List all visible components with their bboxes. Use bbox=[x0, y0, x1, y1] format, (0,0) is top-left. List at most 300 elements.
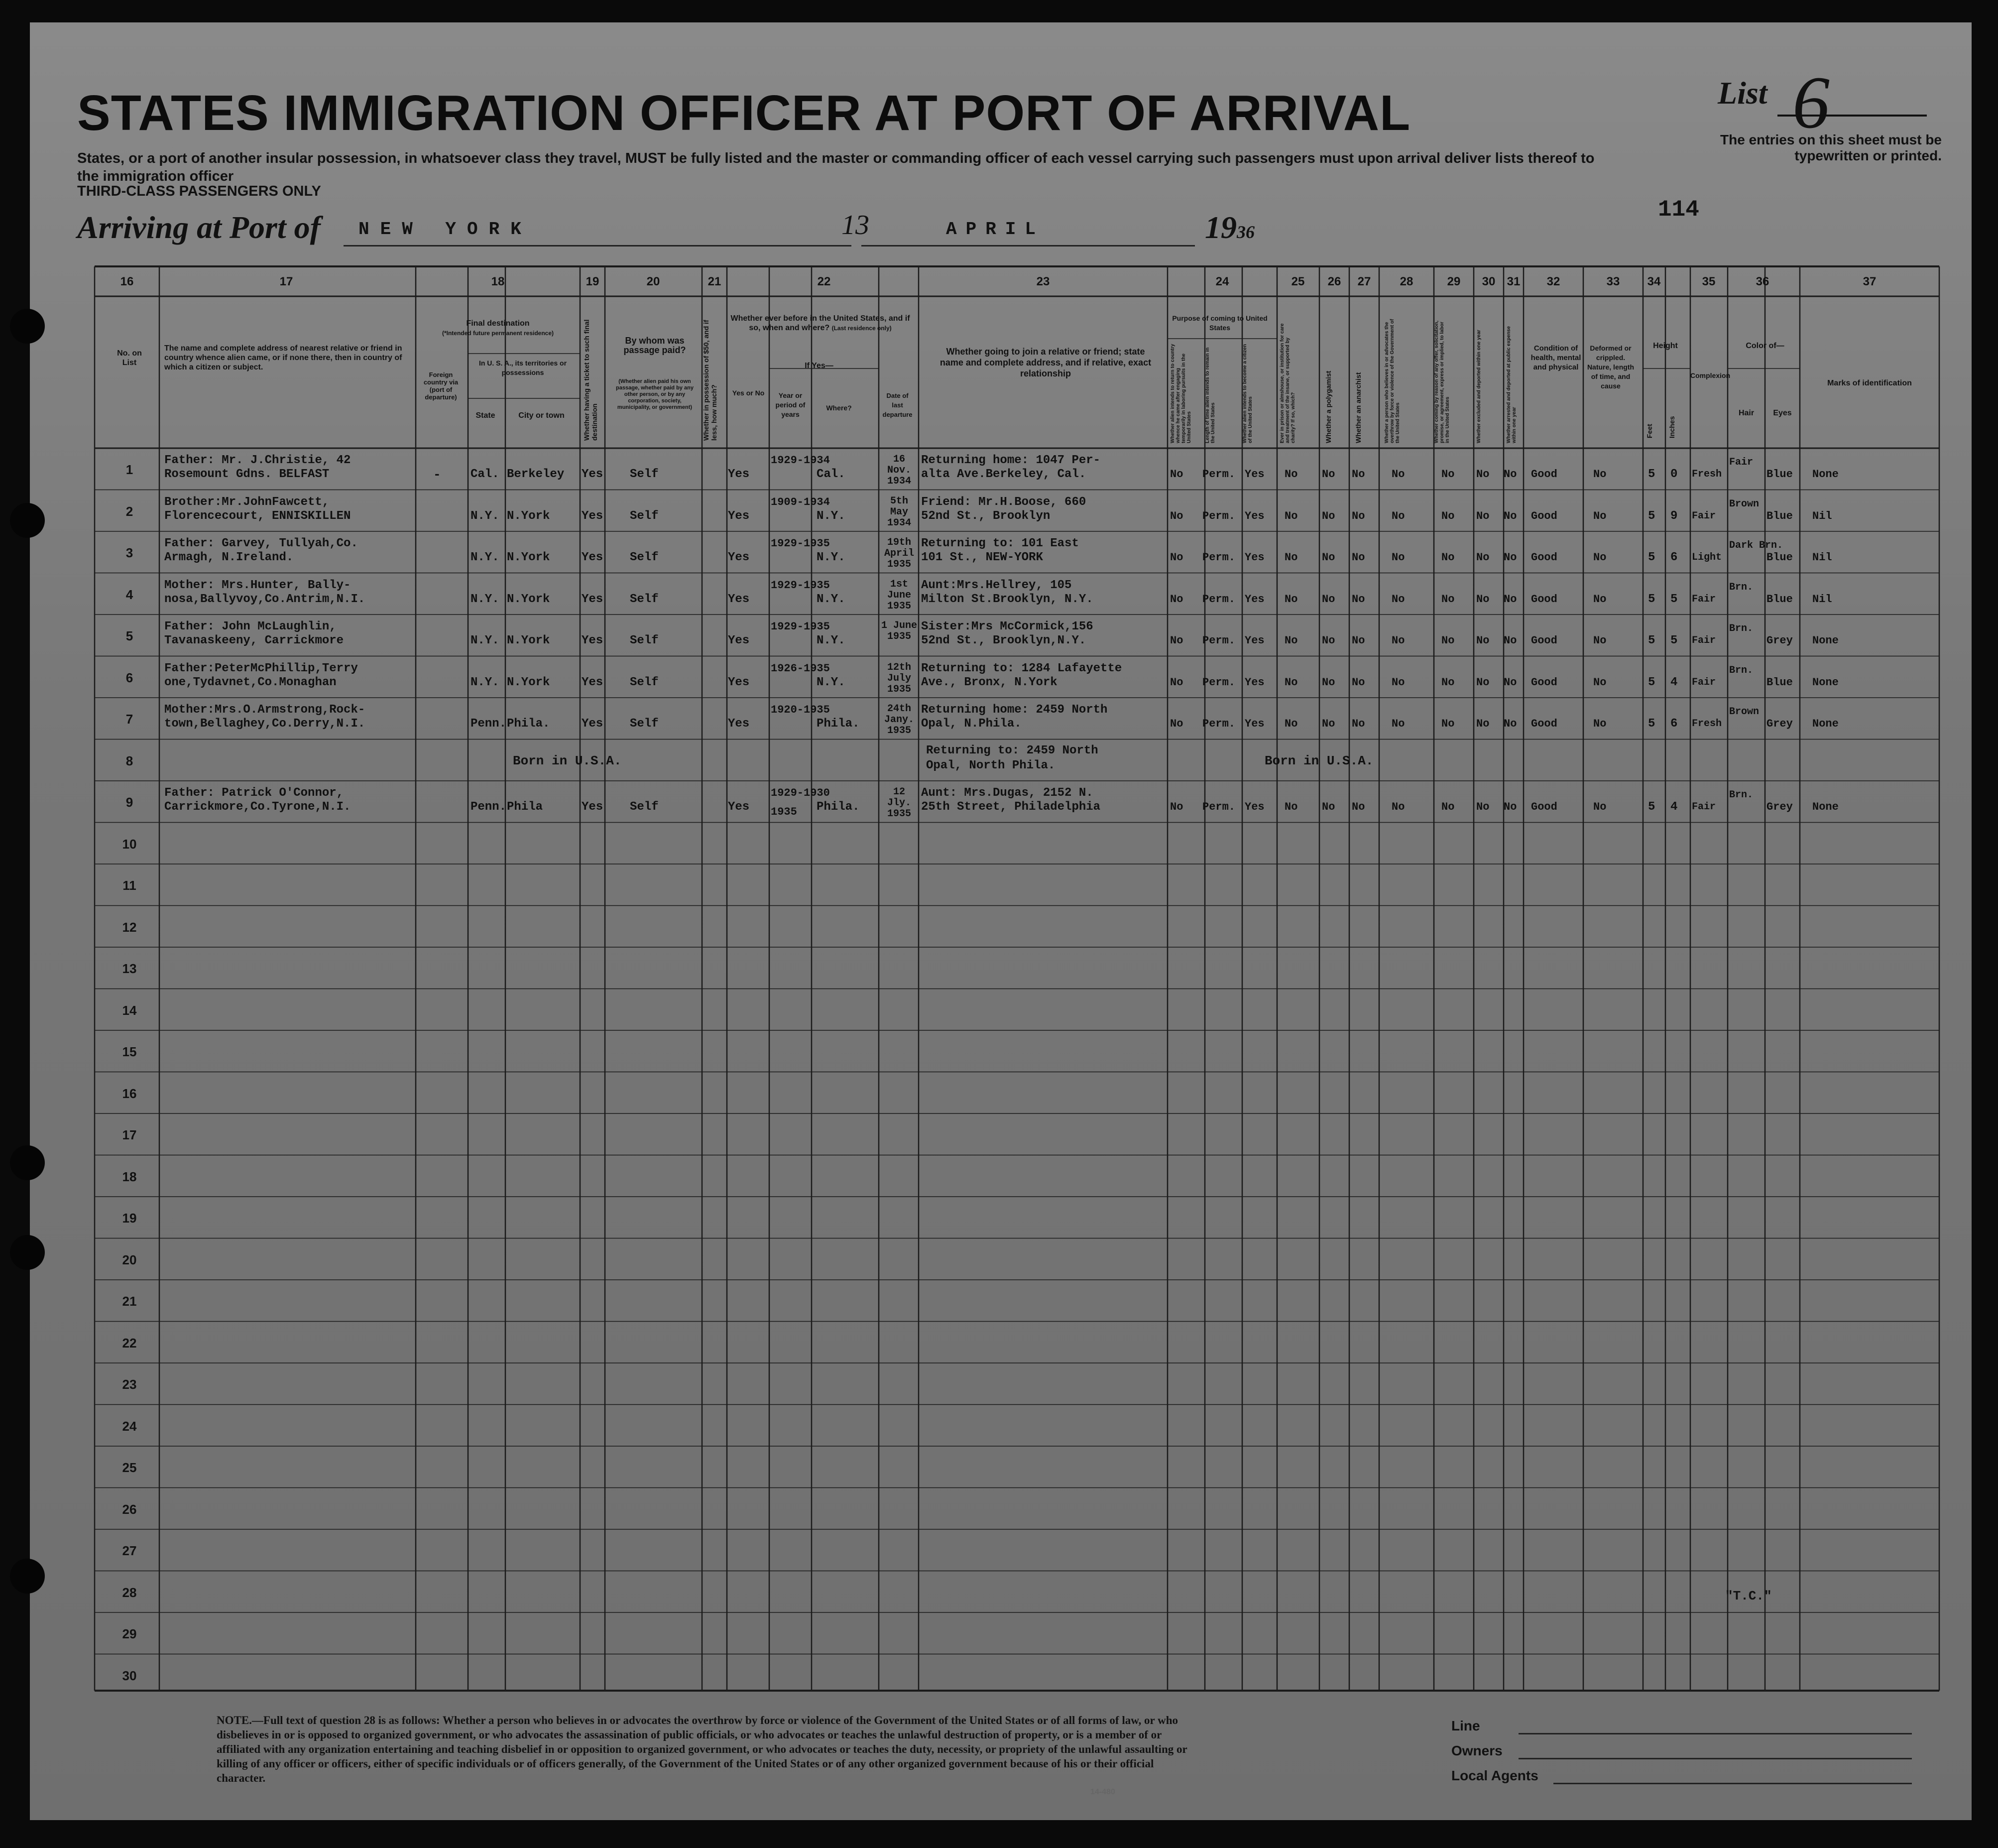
header-q31: Whether arrested and deported at public expense within one year bbox=[1506, 326, 1517, 443]
health: Good bbox=[1531, 634, 1557, 647]
height-feet: 5 bbox=[1648, 509, 1655, 523]
destination-city: Phila. bbox=[507, 717, 550, 731]
purpose-citizen: Yes bbox=[1245, 634, 1265, 647]
column-number: 30 bbox=[1482, 275, 1496, 288]
join-address-line: 52nd St., Brooklyn,N.Y. bbox=[921, 634, 1086, 647]
born-in-usa: Born in U.S.A. bbox=[513, 753, 622, 768]
join-address-line: Ave., Bronx, N.York bbox=[921, 675, 1058, 689]
relative-address-line: Carrickmore,Co.Tyrone,N.I. bbox=[164, 800, 351, 814]
arrival-month: APRIL bbox=[946, 219, 1045, 240]
header-q28: Whether a person who believes in or advocates the overthrow by force or violence of the Government of the United States bbox=[1384, 319, 1401, 443]
join-address-line: Milton St.Brooklyn, N.Y. bbox=[921, 592, 1093, 606]
entries-note: The entries on this sheet must be typewritten or printed. bbox=[1720, 132, 1942, 163]
ticket-value: Yes bbox=[582, 468, 603, 481]
eye-color: Blue bbox=[1766, 676, 1793, 689]
header-years: Year or period of years bbox=[775, 391, 806, 418]
height-inches: 4 bbox=[1670, 800, 1678, 814]
answer-q28: No bbox=[1392, 718, 1405, 730]
last-residence: Cal. bbox=[817, 468, 845, 481]
destination-state: N.Y. bbox=[470, 675, 499, 689]
identification-marks: None bbox=[1812, 468, 1839, 481]
arrival-port: NEW YORK bbox=[358, 219, 532, 240]
complexion: Fresh bbox=[1692, 469, 1722, 480]
answer-q28: No bbox=[1392, 676, 1405, 689]
answer-q31: No bbox=[1504, 718, 1517, 730]
question-28-note: NOTE.—Full text of question 28 is as follows: Whether a person who believes in or advocates the overthrow by force or violence of the Government of the United States or of all forms of law, or who disbelieves in or is opposed to organized government, or who advocates the assassination of public officials, or who advocates or teaches the unlawful destruction of property, or is a member of or affiliated with any organization entertaining and teaching disbelief in or opposition to organized government, or who advocates or teaches the duty, necessity, or propriety of the unlawful assaulting or killing of any officer or officers, either of specific individuals or of officers generally, of the Government of the United States or of any other organized government because of his or their official character. bbox=[217, 1714, 1187, 1784]
answer-q25: No bbox=[1285, 634, 1298, 647]
purpose-return: No bbox=[1170, 593, 1183, 606]
column-number: 27 bbox=[1357, 275, 1371, 288]
paid-by: Self bbox=[630, 468, 659, 481]
join-address-line: Aunt: Mrs.Dugas, 2152 N. bbox=[921, 786, 1093, 800]
last-residence: N.Y. bbox=[817, 592, 845, 606]
list-label: List bbox=[1718, 75, 1767, 111]
height-feet: 5 bbox=[1648, 592, 1655, 606]
answer-q31: No bbox=[1504, 468, 1517, 481]
before-in-us: Yes bbox=[728, 551, 750, 564]
height-inches: 5 bbox=[1670, 634, 1678, 647]
ticket-value: Yes bbox=[582, 509, 603, 523]
header-usa: In U. S. A., its territories or possessions bbox=[478, 359, 567, 376]
join-address-line: Returning to: 2459 North bbox=[926, 743, 1098, 757]
purpose-citizen: Yes bbox=[1245, 551, 1265, 564]
relative-address-line: Father: Garvey, Tullyah,Co. bbox=[164, 537, 358, 550]
row-number: 28 bbox=[122, 1585, 137, 1600]
eye-color: Grey bbox=[1766, 718, 1793, 730]
purpose-return: No bbox=[1170, 634, 1183, 647]
relative-address-line: Father: Mr. J.Christie, 42 bbox=[164, 454, 351, 467]
health: Good bbox=[1531, 801, 1557, 813]
eye-color: Blue bbox=[1766, 593, 1793, 606]
answer-q29: No bbox=[1441, 468, 1455, 481]
column-number: 22 bbox=[817, 275, 831, 288]
last-residence: N.Y. bbox=[817, 675, 845, 689]
eye-color: Blue bbox=[1766, 468, 1793, 481]
answer-q29: No bbox=[1441, 718, 1455, 730]
purpose-length: Perm. bbox=[1202, 801, 1236, 813]
purpose-citizen: Yes bbox=[1245, 509, 1265, 522]
height-inches: 0 bbox=[1670, 468, 1678, 481]
header-paid-sub: (Whether alien paid his own passage, whether paid by any other person, or by any corporation, society, municipality, or government) bbox=[616, 378, 694, 410]
answer-q26: No bbox=[1322, 551, 1335, 564]
row-number: 29 bbox=[122, 1626, 137, 1641]
answer-q30: No bbox=[1476, 718, 1490, 730]
column-number: 37 bbox=[1863, 275, 1877, 288]
row-number: 11 bbox=[122, 878, 136, 893]
binder-hole bbox=[10, 1145, 45, 1180]
departure-date: 1st June 1935 bbox=[887, 578, 911, 612]
health: Good bbox=[1531, 593, 1557, 606]
health: Good bbox=[1531, 718, 1557, 730]
header-deformed: Deformed or crippled. Nature, length of time, and cause bbox=[1587, 344, 1635, 390]
answer-q29: No bbox=[1441, 551, 1455, 564]
answer-q29: No bbox=[1441, 801, 1455, 813]
owners-label: Owners bbox=[1451, 1743, 1503, 1758]
relative-address-line: Florencecourt, ENNISKILLEN bbox=[164, 509, 351, 523]
deformed: No bbox=[1593, 634, 1607, 647]
join-address-line: 52nd St., Brooklyn bbox=[921, 509, 1051, 523]
relative-address-line: Brother:Mr.JohnFawcett, bbox=[164, 495, 330, 509]
header-polygamist: Whether a polygamist bbox=[1324, 370, 1332, 443]
answer-q26: No bbox=[1322, 801, 1335, 813]
join-address-line: Returning to: 101 East bbox=[921, 537, 1079, 550]
answer-q30: No bbox=[1476, 509, 1490, 522]
last-residence: Phila. bbox=[817, 717, 860, 731]
born-in-usa: Born in U.S.A. bbox=[1265, 753, 1374, 768]
header-yes-no: Yes or No bbox=[732, 389, 765, 397]
agents-signature-line bbox=[1553, 1783, 1912, 1784]
row-number: 23 bbox=[122, 1377, 137, 1392]
height-feet: 5 bbox=[1648, 634, 1655, 647]
answer-q31: No bbox=[1504, 593, 1517, 606]
deformed: No bbox=[1593, 718, 1607, 730]
row-number: 13 bbox=[122, 961, 137, 976]
column-number: 16 bbox=[120, 275, 134, 288]
join-address-line: Opal, North Phila. bbox=[926, 758, 1056, 772]
purpose-length: Perm. bbox=[1202, 468, 1236, 481]
identification-marks: None bbox=[1812, 634, 1839, 647]
hair-color: Brn. bbox=[1729, 789, 1754, 801]
answer-q27: No bbox=[1352, 634, 1365, 647]
destination-city: N.York bbox=[507, 634, 550, 647]
period-years: 1926-1935 bbox=[771, 662, 830, 675]
height-feet: 5 bbox=[1648, 468, 1655, 481]
identification-marks: Nil bbox=[1812, 551, 1832, 564]
purpose-citizen: Yes bbox=[1245, 718, 1265, 730]
join-address-line: Aunt:Mrs.Hellrey, 105 bbox=[921, 578, 1072, 592]
row-number: 17 bbox=[122, 1127, 137, 1142]
complexion: Fair bbox=[1692, 635, 1716, 646]
period-years: 1929-1930 bbox=[771, 787, 830, 799]
answer-q28: No bbox=[1392, 593, 1405, 606]
purpose-length: Perm. bbox=[1202, 634, 1236, 647]
period-years: 1909-1934 bbox=[771, 495, 830, 508]
before-in-us: Yes bbox=[728, 634, 750, 647]
join-address-line: Returning home: 2459 North bbox=[921, 703, 1108, 717]
answer-q30: No bbox=[1476, 676, 1490, 689]
height-inches: 6 bbox=[1670, 717, 1678, 731]
identification-marks: None bbox=[1812, 801, 1839, 813]
destination-city: N.York bbox=[507, 675, 550, 689]
header-marks: Marks of identification bbox=[1827, 379, 1912, 387]
hair-color: Brn. bbox=[1729, 581, 1754, 593]
relative-address-line: nosa,Ballyvoy,Co.Antrim,N.I. bbox=[164, 592, 365, 606]
hair-color: Brn. bbox=[1729, 623, 1754, 634]
header-relative: The name and complete address of nearest relative or friend in country whence alien came, or if none there, then in country of which a citizen or subject. bbox=[164, 344, 402, 371]
form-title: STATES IMMIGRATION OFFICER AT PORT OF ARRIVAL bbox=[77, 85, 1411, 141]
before-in-us: Yes bbox=[728, 592, 750, 606]
row-number: 27 bbox=[122, 1543, 137, 1558]
join-address-line: Returning home: 1047 Per- bbox=[921, 454, 1101, 467]
header-if-yes: If Yes— bbox=[805, 362, 833, 370]
paid-by: Self bbox=[630, 509, 659, 523]
header-final-destination: Final destination (*Intended future permanent residence) bbox=[442, 319, 554, 337]
purpose-length: Perm. bbox=[1202, 509, 1236, 522]
eye-color: Blue bbox=[1766, 551, 1793, 564]
answer-q29: No bbox=[1441, 634, 1455, 647]
complexion: Light bbox=[1692, 552, 1722, 563]
relative-address-line: Mother:Mrs.O.Armstrong,Rock- bbox=[164, 703, 365, 717]
column-number: 33 bbox=[1606, 275, 1620, 288]
row-number: 3 bbox=[125, 545, 133, 560]
destination-state: Cal. bbox=[470, 468, 499, 481]
answer-q26: No bbox=[1322, 634, 1335, 647]
row-number: 10 bbox=[122, 836, 137, 852]
owners-signature-line bbox=[1519, 1758, 1912, 1759]
answer-q25: No bbox=[1285, 593, 1298, 606]
relative-address-line: Mother: Mrs.Hunter, Bally- bbox=[164, 578, 351, 592]
paid-by: Self bbox=[630, 592, 659, 606]
answer-q27: No bbox=[1352, 676, 1365, 689]
answer-q28: No bbox=[1392, 468, 1405, 481]
eye-color: Blue bbox=[1766, 509, 1793, 522]
complexion: Fair bbox=[1692, 593, 1716, 605]
row-number: 21 bbox=[122, 1294, 137, 1309]
header-eyes: Eyes bbox=[1773, 409, 1792, 417]
column-number: 20 bbox=[646, 275, 660, 288]
binder-hole bbox=[10, 1559, 45, 1594]
header-purpose-length: Length of time alien intends to remain in the United States bbox=[1205, 347, 1216, 443]
header-foreign-country: Foreign country via (port of departure) bbox=[423, 371, 459, 401]
row-number: 30 bbox=[122, 1668, 137, 1683]
answer-q26: No bbox=[1322, 468, 1335, 481]
destination-state: N.Y. bbox=[470, 551, 499, 564]
departure-date: 12th July 1935 bbox=[887, 661, 911, 695]
hair-color: Brown bbox=[1729, 498, 1760, 510]
ticket-value: Yes bbox=[582, 634, 603, 647]
header-health: Condition of health, mental and physical bbox=[1530, 344, 1581, 371]
row-number: 9 bbox=[125, 795, 133, 810]
deformed: No bbox=[1593, 676, 1607, 689]
hair-color: Dark Brn. bbox=[1729, 540, 1783, 551]
destination-city: Berkeley bbox=[507, 468, 565, 481]
row-number: 19 bbox=[122, 1211, 137, 1226]
departure-date: 19th April 1935 bbox=[884, 537, 914, 570]
answer-q26: No bbox=[1322, 509, 1335, 522]
column-number: 35 bbox=[1702, 275, 1716, 288]
answer-q27: No bbox=[1352, 468, 1365, 481]
manifest-sheet bbox=[30, 22, 1972, 1820]
answer-q27: No bbox=[1352, 718, 1365, 730]
purpose-return: No bbox=[1170, 676, 1183, 689]
hair-color: Fair bbox=[1729, 457, 1754, 468]
row-number: 22 bbox=[122, 1335, 137, 1351]
last-residence: Phila. bbox=[817, 800, 860, 814]
date-underline bbox=[861, 245, 1195, 246]
purpose-return: No bbox=[1170, 718, 1183, 730]
period-years: 1929-1935 bbox=[771, 537, 830, 550]
answer-q25: No bbox=[1285, 551, 1298, 564]
destination-city: N.York bbox=[507, 592, 550, 606]
answer-q31: No bbox=[1504, 509, 1517, 522]
ticket-value: Yes bbox=[582, 800, 603, 814]
before-in-us: Yes bbox=[728, 800, 750, 814]
paid-by: Self bbox=[630, 634, 659, 647]
last-residence: N.Y. bbox=[817, 634, 845, 647]
complexion: Fair bbox=[1692, 510, 1716, 522]
column-number: 31 bbox=[1507, 275, 1521, 288]
header-q30: Whether excluded and deported within one year bbox=[1476, 330, 1482, 443]
row-number: 15 bbox=[122, 1044, 137, 1059]
answer-q25: No bbox=[1285, 509, 1298, 522]
answer-q26: No bbox=[1322, 676, 1335, 689]
purpose-return: No bbox=[1170, 468, 1183, 481]
answer-q25: No bbox=[1285, 676, 1298, 689]
join-address-line: 25th Street, Philadelphia bbox=[921, 800, 1101, 814]
row-number: 24 bbox=[122, 1418, 137, 1434]
answer-q27: No bbox=[1352, 509, 1365, 522]
port-underline bbox=[344, 245, 851, 246]
deformed: No bbox=[1593, 468, 1607, 481]
period-years: 1929-1934 bbox=[771, 454, 830, 467]
relative-address-line: Father: John McLaughlin, bbox=[164, 620, 337, 633]
header-purpose-citizen: Whether alien intends to become a citizen of the United States bbox=[1242, 344, 1253, 443]
column-number: 24 bbox=[1215, 275, 1229, 288]
answer-q31: No bbox=[1504, 634, 1517, 647]
purpose-citizen: Yes bbox=[1245, 801, 1265, 813]
row-number: 2 bbox=[125, 503, 133, 519]
height-inches: 4 bbox=[1670, 675, 1678, 689]
answer-q27: No bbox=[1352, 551, 1365, 564]
purpose-citizen: Yes bbox=[1245, 676, 1265, 689]
complexion: Fair bbox=[1692, 801, 1716, 813]
health: Good bbox=[1531, 468, 1557, 481]
ticket-value: Yes bbox=[582, 592, 603, 606]
relative-address-line: Tavanaskeeny, Carrickmore bbox=[164, 634, 344, 647]
column-number: 21 bbox=[707, 275, 721, 288]
before-in-us: Yes bbox=[728, 717, 750, 731]
purpose-citizen: Yes bbox=[1245, 593, 1265, 606]
join-address-line: Sister:Mrs McCormick,156 bbox=[921, 620, 1093, 633]
column-number: 28 bbox=[1400, 275, 1413, 288]
before-in-us: Yes bbox=[728, 675, 750, 689]
departure-date: 24th Jany. 1935 bbox=[884, 703, 914, 737]
height-feet: 5 bbox=[1648, 717, 1655, 731]
answer-q31: No bbox=[1504, 551, 1517, 564]
departure-date: 16 Nov. 1934 bbox=[887, 454, 911, 487]
identification-marks: Nil bbox=[1812, 509, 1832, 522]
answer-q30: No bbox=[1476, 468, 1490, 481]
answer-q27: No bbox=[1352, 801, 1365, 813]
local-agents-label: Local Agents bbox=[1451, 1768, 1538, 1783]
purpose-length: Perm. bbox=[1202, 676, 1236, 689]
answer-q29: No bbox=[1441, 593, 1455, 606]
row-number: 18 bbox=[122, 1169, 137, 1184]
destination-state: Penn. bbox=[470, 717, 507, 731]
header-paid: By whom was passage paid? bbox=[623, 336, 686, 355]
join-address-line: Returning to: 1284 Lafayette bbox=[921, 661, 1122, 675]
answer-q30: No bbox=[1476, 634, 1490, 647]
column-number: 34 bbox=[1647, 275, 1661, 288]
column-number: 18 bbox=[491, 275, 505, 288]
header-q29: Whether coming by reason of any offer, solicitation, promise, or agreement, express or implied, to labor in the United States bbox=[1434, 320, 1450, 443]
header-no: No. on List bbox=[117, 349, 142, 367]
line-signature-line bbox=[1519, 1733, 1912, 1734]
paid-by: Self bbox=[630, 551, 659, 564]
paid-by: Self bbox=[630, 717, 659, 731]
health: Good bbox=[1531, 551, 1557, 564]
answer-q25: No bbox=[1285, 468, 1298, 481]
purpose-citizen: Yes bbox=[1245, 468, 1265, 481]
row-number: 14 bbox=[122, 1002, 137, 1018]
row-number: 20 bbox=[122, 1252, 137, 1267]
period-years: 1929-1935 bbox=[771, 579, 830, 592]
health: Good bbox=[1531, 509, 1557, 522]
height-inches: 5 bbox=[1670, 592, 1678, 606]
answer-q30: No bbox=[1476, 801, 1490, 813]
header-purpose: Purpose of coming to United States bbox=[1172, 314, 1268, 332]
column-number: 17 bbox=[279, 275, 293, 288]
period-years: 1920-1935 bbox=[771, 704, 830, 716]
answer-q28: No bbox=[1392, 634, 1405, 647]
join-address-line: Opal, N.Phila. bbox=[921, 717, 1022, 731]
relative-address-line: one,Tydavnet,Co.Monaghan bbox=[164, 675, 337, 689]
paid-by: Self bbox=[630, 675, 659, 689]
header-city: City or town bbox=[518, 411, 565, 420]
header-inches: Inches bbox=[1668, 416, 1676, 438]
header-height: Height bbox=[1653, 342, 1678, 350]
header-prison: Ever in prison or almshouse, or institution for care and treatment of the insane, or supported by charity? If so, which? bbox=[1280, 323, 1296, 443]
purpose-length: Perm. bbox=[1202, 593, 1236, 606]
foreign-country: - bbox=[433, 467, 441, 482]
header-hair: Hair bbox=[1738, 409, 1755, 417]
height-inches: 6 bbox=[1670, 551, 1678, 564]
relative-address-line: Rosemount Gdns. BELFAST bbox=[164, 468, 330, 481]
answer-q29: No bbox=[1441, 676, 1455, 689]
column-number: 32 bbox=[1546, 275, 1560, 288]
tc-mark: "T.C." bbox=[1725, 1589, 1772, 1603]
column-number: 29 bbox=[1447, 275, 1461, 288]
row-number: 25 bbox=[122, 1460, 137, 1475]
identification-marks: None bbox=[1812, 676, 1839, 689]
destination-city: N.York bbox=[507, 551, 550, 564]
destination-city: Phila bbox=[507, 800, 543, 814]
relative-address-line: Father:PeterMcPhillip,Terry bbox=[164, 661, 358, 675]
last-residence: N.Y. bbox=[817, 509, 845, 523]
header-complexion: Complexion bbox=[1690, 371, 1731, 379]
sheet-number: 114 bbox=[1658, 197, 1699, 223]
answer-q26: No bbox=[1322, 718, 1335, 730]
line-label: Line bbox=[1451, 1718, 1480, 1733]
relative-address-line: Father: Patrick O'Connor, bbox=[164, 786, 344, 800]
header-color: Color of— bbox=[1746, 342, 1784, 350]
header-feet: Feet bbox=[1645, 424, 1653, 438]
header-state: State bbox=[475, 411, 495, 420]
height-feet: 5 bbox=[1648, 675, 1655, 689]
join-address-line: Friend: Mr.H.Boose, 660 bbox=[921, 495, 1086, 509]
answer-q27: No bbox=[1352, 593, 1365, 606]
last-residence: N.Y. bbox=[817, 551, 845, 564]
answer-q28: No bbox=[1392, 801, 1405, 813]
form-subtitle: States, or a port of another insular possession, in whatsoever class they travel, MUST be fully listed and the master or commanding officer of each vessel carrying such passengers must upon arrival deliver lists thereof to the immigration officer bbox=[77, 150, 1595, 184]
arrival-year: 1936 bbox=[1205, 210, 1255, 245]
form-code: 14-480 bbox=[1090, 1788, 1115, 1796]
binder-hole bbox=[10, 1235, 45, 1270]
hair-color: Brown bbox=[1729, 706, 1760, 718]
row-number: 8 bbox=[125, 753, 133, 768]
row-number: 16 bbox=[122, 1086, 137, 1101]
arrival-day: 13 bbox=[841, 210, 869, 241]
departure-date: 12 Jly. 1935 bbox=[887, 786, 911, 820]
eye-color: Grey bbox=[1766, 634, 1793, 647]
ticket-value: Yes bbox=[582, 551, 603, 564]
purpose-return: No bbox=[1170, 509, 1183, 522]
row-number: 7 bbox=[125, 712, 133, 727]
departure-date: 5th May 1934 bbox=[887, 495, 911, 529]
purpose-length: Perm. bbox=[1202, 551, 1236, 564]
period-years: 1935 bbox=[771, 806, 797, 818]
answer-q30: No bbox=[1476, 593, 1490, 606]
